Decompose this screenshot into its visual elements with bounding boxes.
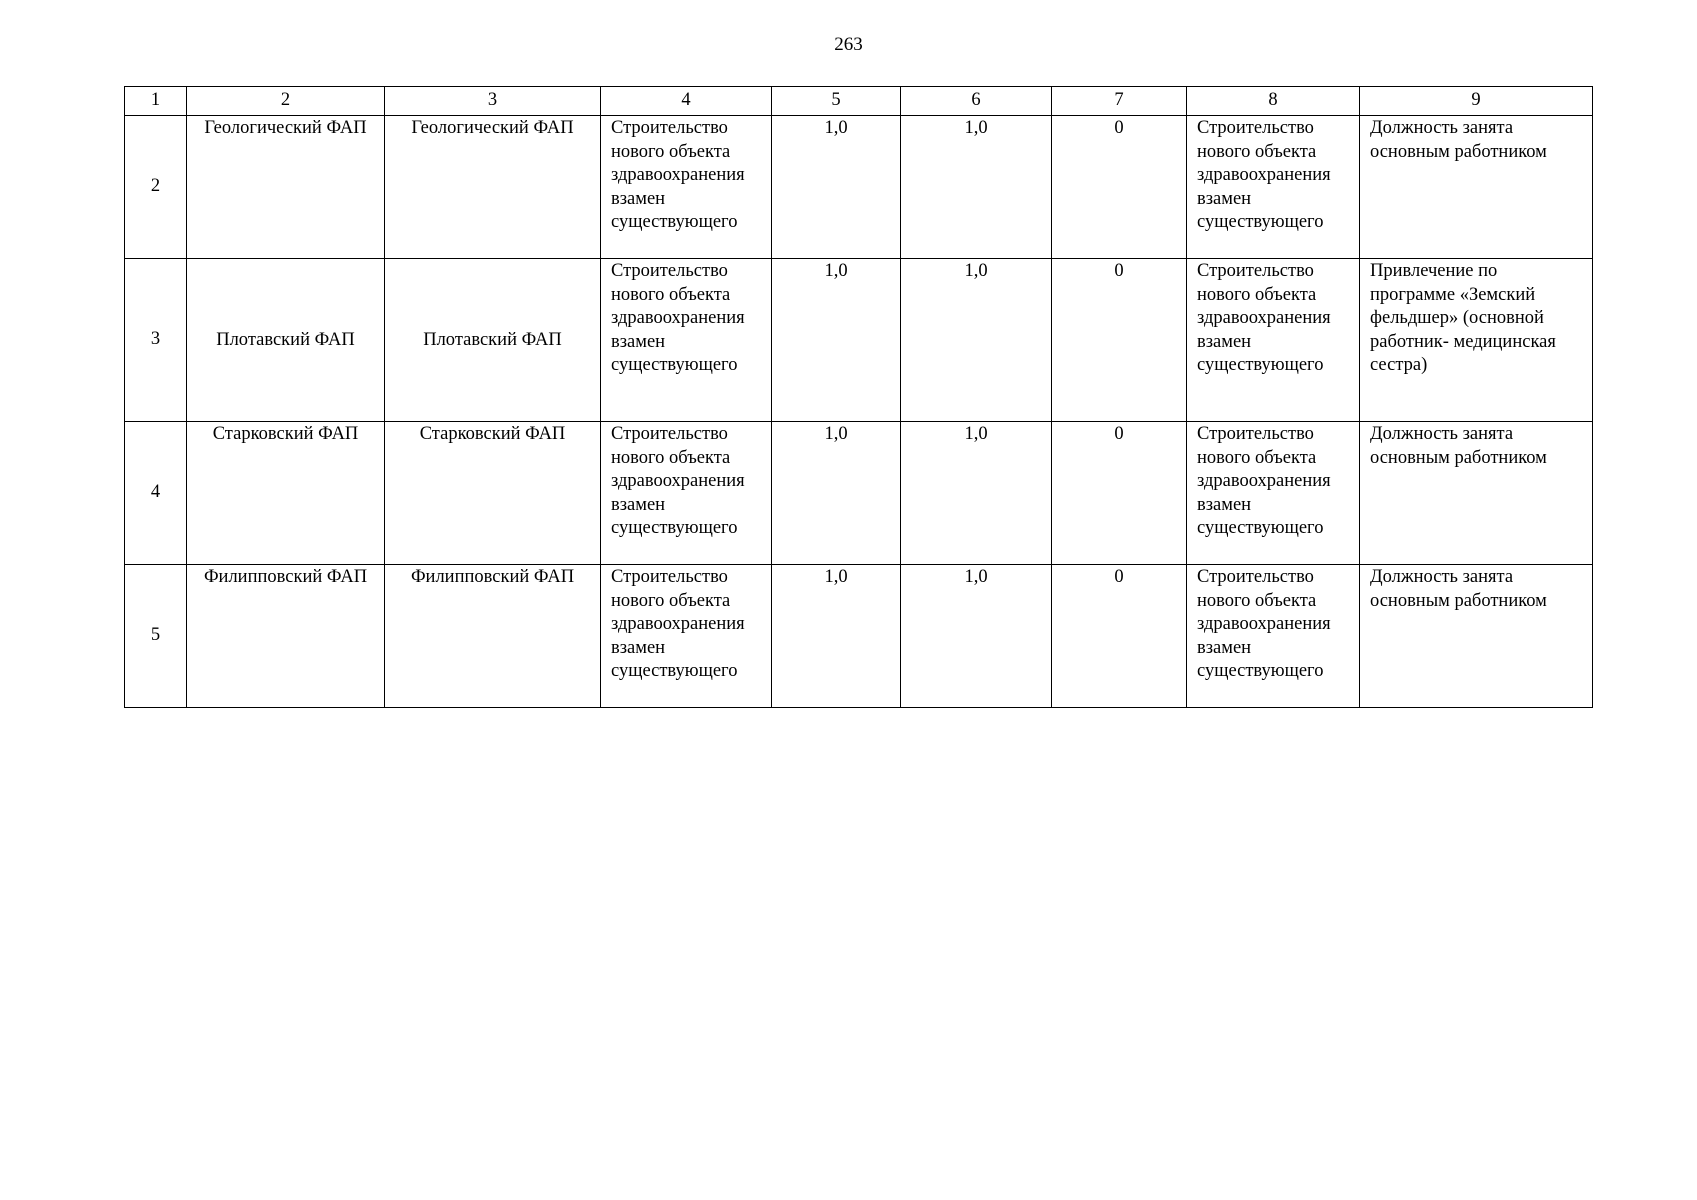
value-col6: 1,0	[901, 422, 1052, 565]
facility-name: Старковский ФАП	[385, 422, 601, 565]
feldsher-point-name: Плотавский ФАП	[187, 259, 385, 422]
facility-name: Филипповский ФАП	[385, 565, 601, 708]
row-number: 2	[125, 116, 187, 259]
feldsher-point-name: Старковский ФАП	[187, 422, 385, 565]
value-col6: 1,0	[901, 116, 1052, 259]
column-header-5: 5	[772, 87, 901, 116]
feldsher-point-name: Филипповский ФАП	[187, 565, 385, 708]
table-row	[125, 565, 1593, 708]
planned-measure: Строительство нового объекта здравоохранения взамен существующего	[601, 422, 772, 565]
value-col7: 0	[1052, 422, 1187, 565]
measure-col8: Строительство нового объекта здравоохранения взамен существующего	[1187, 259, 1360, 422]
value-col7: 0	[1052, 116, 1187, 259]
row-number: 3	[125, 259, 187, 422]
column-header-9: 9	[1360, 87, 1593, 116]
column-header-7: 7	[1052, 87, 1187, 116]
value-col5: 1,0	[772, 259, 901, 422]
column-header-4: 4	[601, 87, 772, 116]
facility-name: Геологический ФАП	[385, 116, 601, 259]
header-row	[125, 87, 1593, 116]
staffing-note: Должность занята основным работником	[1360, 422, 1593, 565]
data-table	[124, 86, 1593, 708]
column-header-3: 3	[385, 87, 601, 116]
column-header-8: 8	[1187, 87, 1360, 116]
column-header-6: 6	[901, 87, 1052, 116]
row-number: 5	[125, 565, 187, 708]
table-row	[125, 259, 1593, 422]
planned-measure: Строительство нового объекта здравоохранения взамен существующего	[601, 259, 772, 422]
measure-col8: Строительство нового объекта здравоохранения взамен существующего	[1187, 116, 1360, 259]
planned-measure: Строительство нового объекта здравоохранения взамен существующего	[601, 565, 772, 708]
staffing-note: Должность занята основным работником	[1360, 116, 1593, 259]
measure-col8: Строительство нового объекта здравоохранения взамен существующего	[1187, 565, 1360, 708]
table-row	[125, 116, 1593, 259]
column-header-1: 1	[125, 87, 187, 116]
table-row	[125, 422, 1593, 565]
value-col5: 1,0	[772, 565, 901, 708]
value-col6: 1,0	[901, 259, 1052, 422]
row-number: 4	[125, 422, 187, 565]
feldsher-point-name: Геологический ФАП	[187, 116, 385, 259]
value-col7: 0	[1052, 565, 1187, 708]
facility-name: Плотавский ФАП	[385, 259, 601, 422]
column-header-2: 2	[187, 87, 385, 116]
measure-col8: Строительство нового объекта здравоохранения взамен существующего	[1187, 422, 1360, 565]
staffing-note: Привлечение по программе «Земский фельдшер» (основной работник- медицинская сестра)	[1360, 259, 1593, 422]
value-col5: 1,0	[772, 422, 901, 565]
page-number: 263	[834, 34, 863, 55]
value-col5: 1,0	[772, 116, 901, 259]
staffing-note: Должность занята основным работником	[1360, 565, 1593, 708]
value-col7: 0	[1052, 259, 1187, 422]
planned-measure: Строительство нового объекта здравоохранения взамен существующего	[601, 116, 772, 259]
value-col6: 1,0	[901, 565, 1052, 708]
